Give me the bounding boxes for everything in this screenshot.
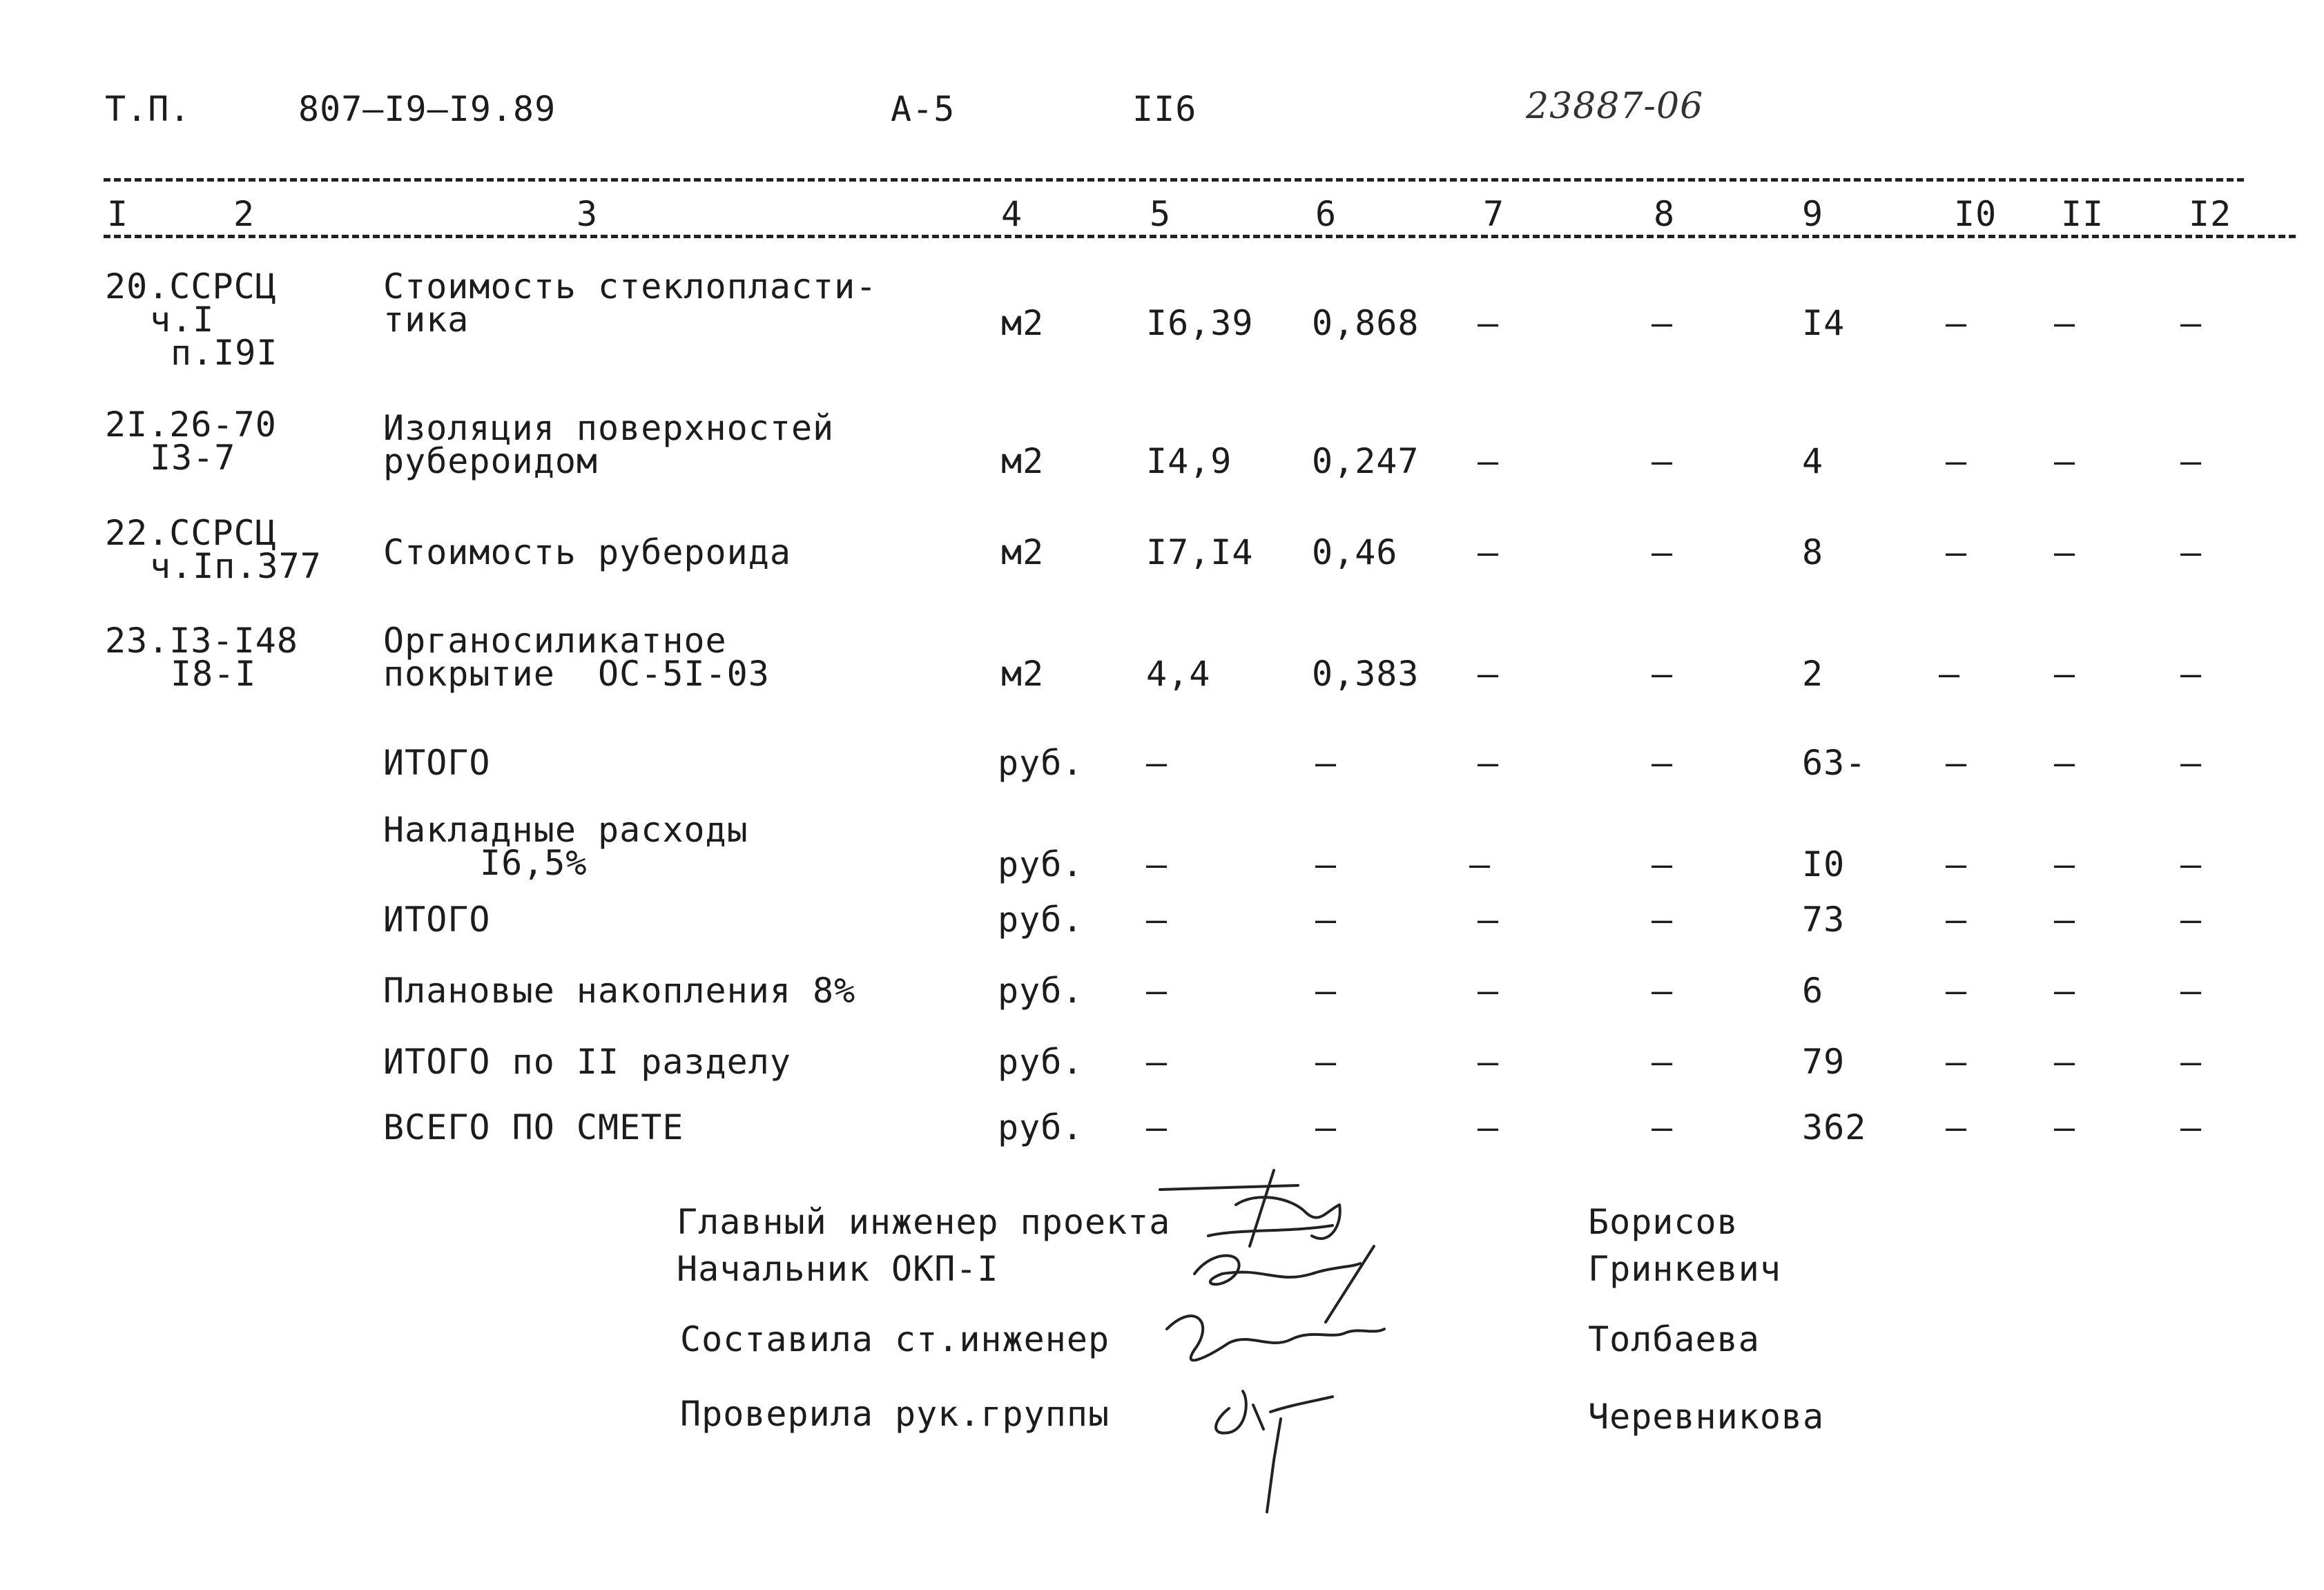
signature-role: Главный инженер проекта: [677, 1202, 1171, 1242]
row-col8: –: [1652, 303, 1674, 343]
row-name: ИТОГО: [383, 900, 491, 940]
col-header-7: 7: [1483, 194, 1505, 234]
signature-role: Составила ст.инженер: [680, 1319, 1110, 1359]
handwritten-signatures: [1153, 1163, 1484, 1550]
row-unit-cost: 0,46: [1312, 532, 1398, 572]
row-unit: руб.: [998, 743, 1084, 783]
row-unit: руб.: [998, 1107, 1084, 1147]
row-code-line: 23.I3-I48: [105, 621, 298, 661]
row-col7: –: [1478, 532, 1500, 572]
row-name-line: тика: [383, 300, 469, 340]
row-unit-cost: 0,868: [1312, 303, 1420, 343]
page-number: II6: [1132, 89, 1197, 129]
album-number: А-5: [891, 89, 956, 129]
row-code-line: 2I.26-70: [105, 405, 277, 445]
row-col12: –: [2180, 654, 2202, 694]
signature-stroke: [1216, 1391, 1333, 1512]
row-name-line: Органосиликатное: [383, 621, 727, 661]
row-col8: –: [1652, 654, 1674, 694]
row-col8: –: [1652, 441, 1674, 481]
row-total: 73: [1802, 900, 1846, 940]
row-name: Стоимость рубероида: [383, 532, 791, 572]
row-col10: –: [1939, 654, 1961, 694]
row-col11: –: [2054, 1042, 2076, 1082]
row-col10: –: [1946, 971, 1968, 1011]
signature-name: Борисов: [1588, 1202, 1739, 1242]
row-unit: руб.: [998, 844, 1084, 884]
row-unit: руб.: [998, 971, 1084, 1011]
row-quantity: I7,I4: [1146, 532, 1254, 572]
row-total: I0: [1802, 844, 1846, 884]
signature-name: Толбаева: [1588, 1319, 1760, 1359]
table-row-code: [105, 404, 277, 478]
col-header-6: 6: [1315, 194, 1337, 234]
row-code-line: I3-7: [150, 438, 236, 478]
series-label: Т.П.: [105, 89, 191, 129]
row-quantity: –: [1146, 844, 1168, 884]
row-unit: руб.: [998, 900, 1084, 940]
row-unit-cost: –: [1315, 844, 1337, 884]
row-code-line: I8-I: [171, 654, 257, 694]
table-row-code: [105, 266, 277, 374]
row-col8: –: [1652, 743, 1674, 783]
col-header-10: I0: [1954, 194, 1997, 234]
signature-stroke: [1194, 1246, 1374, 1322]
row-quantity: –: [1146, 1042, 1168, 1082]
table-row-name: [383, 266, 877, 340]
row-col11: –: [2054, 303, 2076, 343]
row-col7: –: [1478, 743, 1500, 783]
row-col7: –: [1469, 844, 1491, 884]
signature-name: Черевникова: [1588, 1397, 1825, 1437]
row-total: 63-: [1802, 743, 1867, 783]
row-col8: –: [1652, 1107, 1674, 1147]
row-total: 362: [1802, 1107, 1867, 1147]
table-row-name: [383, 620, 770, 695]
row-total: 4: [1802, 441, 1824, 481]
row-unit-cost: –: [1315, 1107, 1337, 1147]
row-total: 79: [1802, 1042, 1846, 1082]
table-row-name: [383, 809, 748, 884]
row-col7: –: [1478, 1042, 1500, 1082]
row-code-line: 20.ССРСЦ: [105, 266, 277, 307]
row-col12: –: [2180, 441, 2202, 481]
row-quantity: –: [1146, 1107, 1168, 1147]
row-code-line: п.I9I: [171, 333, 278, 373]
row-col8: –: [1652, 1042, 1674, 1082]
row-name: ИТОГО по II разделу: [383, 1042, 791, 1082]
row-total: 2: [1802, 654, 1824, 694]
row-col12: –: [2180, 532, 2202, 572]
row-col11: –: [2054, 441, 2076, 481]
table-row-name: [383, 407, 834, 482]
col-header-8: 8: [1654, 194, 1676, 234]
row-unit-cost: 0,247: [1312, 441, 1420, 481]
row-col7: –: [1478, 654, 1500, 694]
row-col10: –: [1946, 532, 1968, 572]
row-col10: –: [1946, 844, 1968, 884]
row-unit-cost: –: [1315, 1042, 1337, 1082]
row-col12: –: [2180, 743, 2202, 783]
row-col7: –: [1478, 1107, 1500, 1147]
row-total: I4: [1802, 303, 1846, 343]
row-col11: –: [2054, 844, 2076, 884]
row-col11: –: [2054, 743, 2076, 783]
row-col12: –: [2180, 1107, 2202, 1147]
row-col11: –: [2054, 1107, 2076, 1147]
row-col11: –: [2054, 654, 2076, 694]
row-name-line: покрытие ОС-5I-03: [383, 654, 770, 694]
signature-role: Начальник ОКП-I: [677, 1249, 999, 1289]
row-col11: –: [2054, 900, 2076, 940]
row-col11: –: [2054, 532, 2076, 572]
row-name: Плановые накопления 8%: [383, 971, 856, 1011]
row-col10: –: [1946, 1107, 1968, 1147]
row-col10: –: [1946, 1042, 1968, 1082]
row-col12: –: [2180, 900, 2202, 940]
row-name-line: Стоимость стеклопласти-: [383, 266, 878, 307]
row-code-line: 22.ССРСЦ: [105, 513, 277, 553]
row-name-line: Накладные расходы: [383, 810, 748, 850]
header-top-rule: [104, 178, 2244, 182]
row-col7: –: [1478, 303, 1500, 343]
row-col12: –: [2180, 1042, 2202, 1082]
row-quantity: 4,4: [1146, 654, 1211, 694]
col-header-3: 3: [577, 194, 599, 234]
row-unit: руб.: [998, 1042, 1084, 1082]
row-col8: –: [1652, 971, 1674, 1011]
col-header-1: I: [107, 194, 129, 234]
row-col7: –: [1478, 441, 1500, 481]
row-unit-cost: 0,383: [1312, 654, 1420, 694]
col-header-2: 2: [233, 194, 255, 234]
row-col10: –: [1946, 441, 1968, 481]
col-header-4: 4: [1001, 194, 1023, 234]
table-row-code: [105, 620, 298, 695]
row-col7: –: [1478, 900, 1500, 940]
table-row-code: [105, 512, 322, 587]
row-quantity: –: [1146, 971, 1168, 1011]
row-total: 8: [1802, 532, 1824, 572]
col-header-5: 5: [1150, 194, 1172, 234]
signature-stroke: [1167, 1316, 1384, 1360]
row-quantity: I4,9: [1146, 441, 1232, 481]
row-unit-cost: –: [1315, 743, 1337, 783]
row-col12: –: [2180, 303, 2202, 343]
row-name-line: Изоляция поверхностей: [383, 408, 835, 448]
signature-name: Гринкевич: [1588, 1249, 1781, 1289]
row-quantity: I6,39: [1146, 303, 1254, 343]
row-col10: –: [1946, 303, 1968, 343]
row-quantity: –: [1146, 900, 1168, 940]
row-unit-cost: –: [1315, 900, 1337, 940]
row-col8: –: [1652, 844, 1674, 884]
row-col8: –: [1652, 900, 1674, 940]
row-code-line: ч.I: [150, 300, 215, 340]
project-number: 807–I9–I9.89: [298, 89, 556, 129]
row-col10: –: [1946, 900, 1968, 940]
row-name-line: I6,5%: [480, 843, 588, 883]
row-col11: –: [2054, 971, 2076, 1011]
row-unit-cost: –: [1315, 971, 1337, 1011]
row-total: 6: [1802, 971, 1824, 1011]
col-header-12: I2: [2189, 194, 2232, 234]
signature-role: Проверила рук.группы: [680, 1394, 1110, 1434]
signature-stroke: [1208, 1170, 1340, 1246]
row-col12: –: [2180, 971, 2202, 1011]
row-unit: м2: [1001, 441, 1045, 481]
col-header-11: II: [2061, 194, 2104, 234]
row-name-line: рубероидом: [383, 441, 599, 481]
row-name: ИТОГО: [383, 743, 491, 783]
col-header-9: 9: [1802, 194, 1824, 234]
row-quantity: –: [1146, 743, 1168, 783]
row-unit: м2: [1001, 654, 1045, 694]
signature-stroke: [1160, 1185, 1298, 1190]
row-unit: м2: [1001, 303, 1045, 343]
row-col7: –: [1478, 971, 1500, 1011]
row-code-line: ч.Iп.377: [150, 546, 322, 586]
header-bottom-rule: [104, 235, 2296, 238]
archive-number: 23887-06: [1526, 86, 1704, 127]
row-name: ВСЕГО ПО СМЕТЕ: [383, 1107, 684, 1147]
row-col10: –: [1946, 743, 1968, 783]
row-col8: –: [1652, 532, 1674, 572]
row-col12: –: [2180, 844, 2202, 884]
row-unit: м2: [1001, 532, 1045, 572]
